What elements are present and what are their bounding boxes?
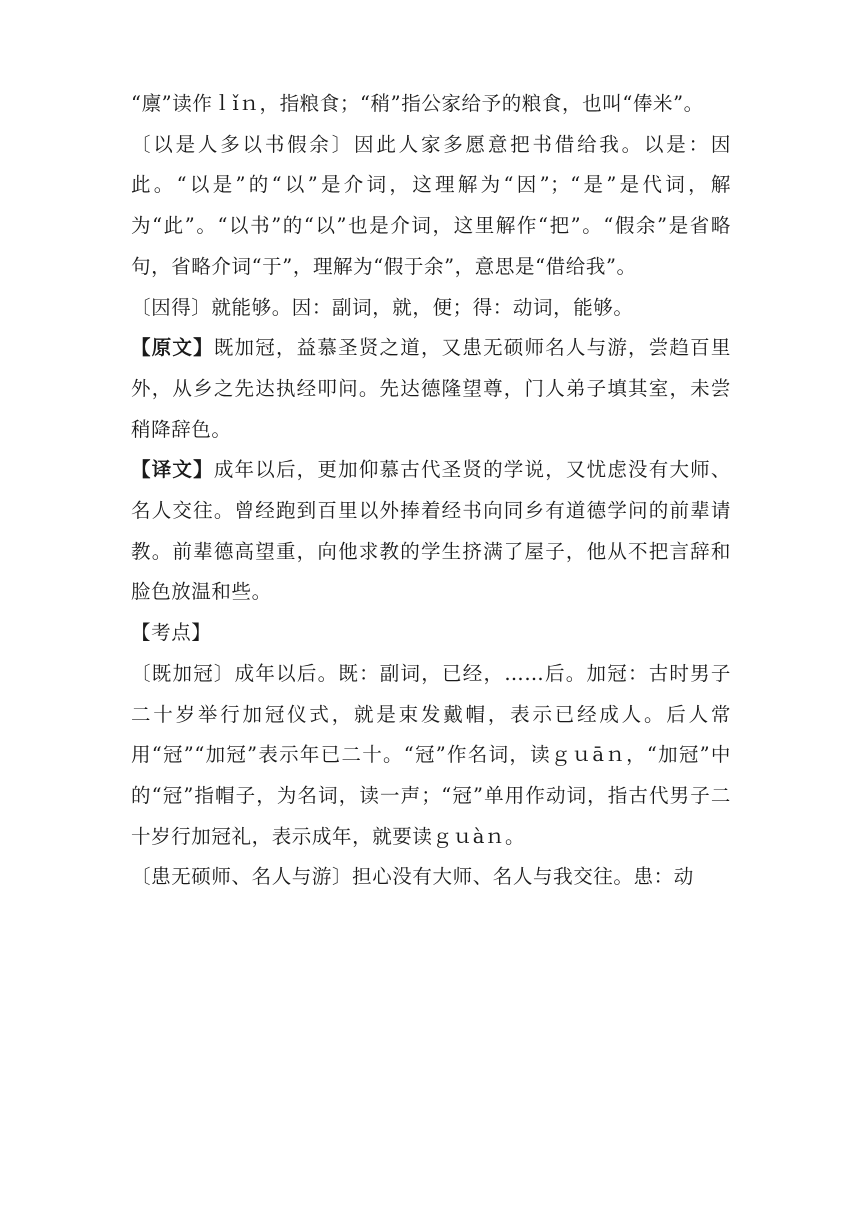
paragraph-text: 成年以后，更加仰慕古代圣贤的学说，又忧虑没有大师、名人交往。曾经跑到百里以外捧着经书向同乡有道德学问的前辈请教。前辈德高望重，向他求教的学生挤满了屋子，他从不把言辞和脸色放温和些。 xyxy=(131,458,731,604)
paragraph-text: 既加冠，益慕圣贤之道，又患无硕师名人与游，尝趋百里外，从乡之先达执经叩问。先达德隆望尊，门人弟子填其室，未尝稍降辞色。 xyxy=(131,336,731,441)
paragraph xyxy=(131,654,731,858)
paragraph xyxy=(131,84,731,125)
paragraph xyxy=(131,288,731,329)
paragraph-text: “廪”读作ｌǐｎ，指粮食；“稍”指公家给予的粮食，也叫“俸米”。 xyxy=(131,92,704,115)
paragraph-text: 〔患无硕师、名人与游〕担心没有大师、名人与我交往。患：动 xyxy=(131,865,694,889)
paragraph xyxy=(131,125,731,288)
paragraph-text: 〔因得〕就能够。因：副词，就，便；得：动词，能够。 xyxy=(131,295,634,319)
paragraph-text: 〔以是人多以书假余〕因此人家多愿意把书借给我。以是：因此。“以是”的“以”是介词，这理解为“因”；“是”是代词，解为“此”。“以书”的“以”也是介词，这里解作“把”。“假余”是省略句，省略介词“于”，理解为“假于余”，意思是“借给我”。 xyxy=(131,132,731,278)
paragraph xyxy=(131,857,731,898)
paragraph-text: 〔既加冠〕成年以后。既：副词，已经，……后。加冠：古时男子二十岁举行加冠仪式，就是束发戴帽，表示已经成人。后人常用“冠”“加冠”表示年已二十。“冠”作名词，读ｇｕāｎ，“加冠”中的“冠”指帽子，为名词，读一声；“冠”单用作动词，指古代男子二十岁行加冠礼，表示成年，就要读ｇｕàｎ。 xyxy=(131,661,731,848)
document-body xyxy=(131,84,731,898)
paragraph xyxy=(131,328,731,450)
paragraph xyxy=(131,613,731,654)
section-heading: 【译文】 xyxy=(131,458,214,482)
paragraph xyxy=(131,450,731,613)
paragraph-text: 【考点】 xyxy=(131,621,212,645)
section-heading: 【原文】 xyxy=(131,336,214,360)
